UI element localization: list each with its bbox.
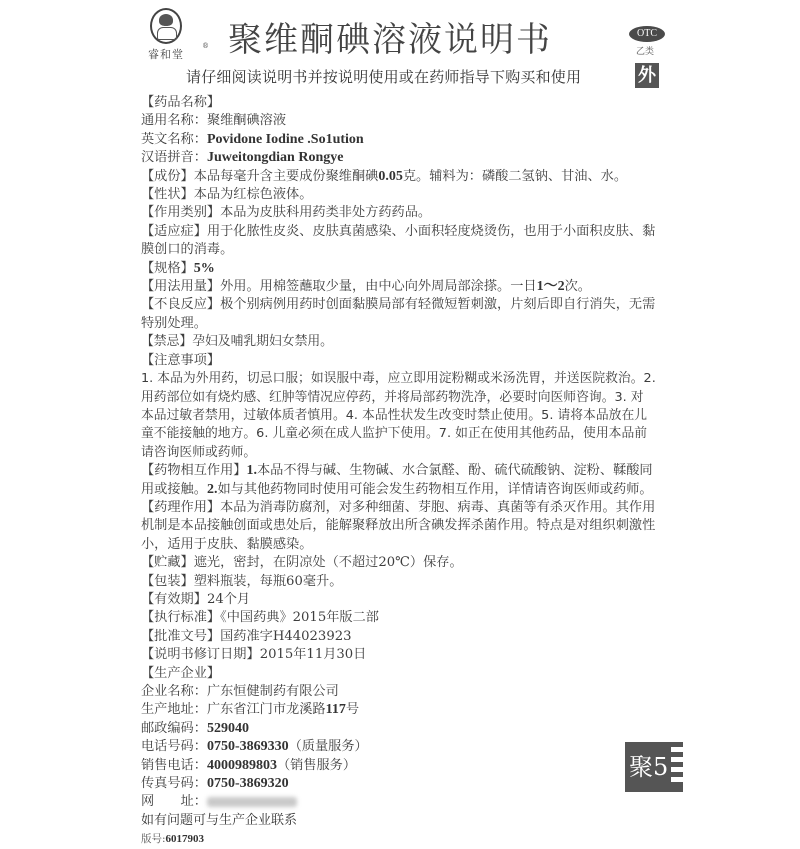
phone-row: 电话号码：0750-3869330（质量服务）	[141, 739, 368, 755]
brand-logo	[136, 8, 196, 60]
brand-name: 睿和堂	[148, 48, 184, 61]
registered-mark-icon: ®	[202, 42, 209, 50]
address-row: 生产地址：广东省江门市龙溪路117号	[141, 702, 360, 718]
pinyin-name-row: 汉语拼音：Juweitongdian Rongye	[141, 150, 344, 166]
section-storage: 【贮藏】遮光，密封，在阴凉处（不超过20℃）保存。	[141, 555, 463, 571]
english-name-row: 英文名称：Povidone Iodine .So1ution	[141, 131, 364, 147]
sales-phone-row: 销售电话：4000989803（销售服务）	[141, 757, 357, 773]
section-pharmacology: 【药理作用】本品为消毒防腐剂，对多种细菌、芽胞、病毒、真菌等有杀灭作用。其作用机制是本品接触创面或患处后，能解聚释放出所含碘发挥杀菌作用。特点是对组织刺激性小，适用于皮肤、黏膜感染。	[141, 499, 656, 552]
section-standard: 【执行标准】《中国药典》2015年版二部	[141, 610, 379, 626]
section-package: 【包装】塑料瓶装，每瓶60毫升。	[141, 573, 343, 589]
section-category: 【作用类别】本品为皮肤科用药类非处方药药品。	[141, 205, 432, 221]
version-number: 版号:6017903	[141, 833, 205, 846]
section-heading-precautions: 【注意事项】	[141, 352, 221, 368]
section-indications: 【适应症】用于化脓性皮炎、皮肤真菌感染、小面积轻度烧烫伤，也用于小面积皮肤、黏膜创口的消毒。	[141, 223, 656, 258]
postcode-row: 邮政编码：529040	[141, 720, 249, 736]
company-name-row: 企业名称：广东恒健制药有限公司	[141, 684, 339, 699]
generic-name-row: 通用名称：聚维酮碘溶液	[141, 113, 287, 129]
section-validity: 【有效期】24个月	[141, 591, 251, 607]
tab-stripes-decoration	[671, 742, 685, 792]
section-revision-date: 【说明书修订日期】2015年11月30日	[141, 647, 367, 663]
usage-warning: 请仔细阅读说明书并按说明使用或在药师指导下购买和使用	[186, 68, 582, 86]
website-row: 网 址：	[141, 793, 656, 811]
otc-badge: OTC	[629, 26, 665, 42]
section-appearance: 【性状】本品为红棕色液体。	[141, 187, 313, 203]
section-interactions: 【药物相互作用】1.本品不得与碱、生物碱、水合氯醛、酚、硫代硫酸钠、淀粉、鞣酸同用或接触。2.如与其他药物同时使用可能会发生药物相互作用，详情请咨询医师或药师。	[141, 463, 653, 497]
section-contraindications: 【禁忌】孕妇及哺乳期妇女禁用。	[141, 334, 333, 350]
website-blurred	[207, 797, 297, 807]
document-title: 聚维酮碘溶液说明书	[228, 20, 552, 60]
section-adverse-reactions: 【不良反应】极个别病例用药时创面黏膜局部有轻微短暂刺激，片刻后即自行消失，无需特别处理。	[141, 297, 656, 331]
logo-emblem-icon	[150, 8, 182, 44]
section-heading-manufacturer: 【生产企业】	[141, 665, 221, 681]
product-index-tab: 聚5	[625, 742, 683, 792]
section-heading-drug-name: 【药品名称】	[141, 95, 221, 110]
section-approval: 【批准文号】国药准字H44023923	[141, 628, 352, 644]
otc-class-label: 乙类	[636, 47, 655, 57]
section-precautions-text: 1. 本品为外用药，切忌口服；如误服中毒，应立即用淀粉糊或米汤洗胃，并送医院救治。2. 用药部位如有烧灼感、红肿等情况应停药，并将局部药物洗净，必要时向医师咨询。3. 对本品过敏者禁用，过敏体质者慎用。4. 本品性状发生改变时禁止使用。5. 请将本品放在儿童不能接触的地方。6. 儿童必须在成人监护下使用。7. 如正在使用其他药品，使用本品前请咨询医师或药师。	[141, 371, 656, 460]
section-ingredients: 【成份】本品每毫升含主要成份聚维酮碘0.05克。辅料为：磷酸二氢钠、甘油、水。	[141, 168, 628, 184]
section-dosage: 【用法用量】外用。用棉签蘸取少量，由中心向外周局部涂搽。一日1～2次。	[141, 279, 591, 295]
contact-note: 如有问题可与生产企业联系	[141, 812, 298, 828]
instructions-body	[141, 94, 656, 849]
external-use-badge: 外	[635, 63, 659, 88]
fax-row: 传真号码：0750-3869320	[141, 776, 289, 792]
section-specification: 【规格】5%	[141, 260, 215, 276]
